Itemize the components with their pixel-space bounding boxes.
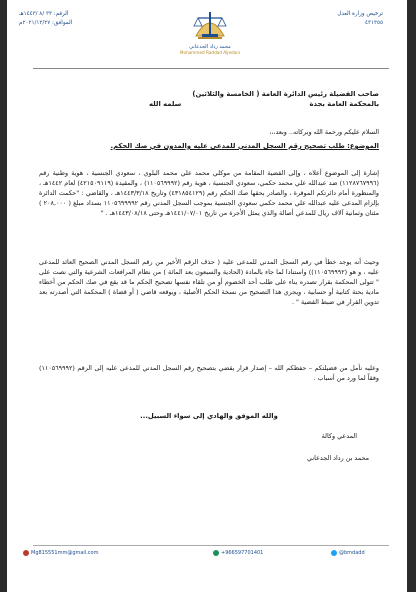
paragraph-case-details: إشارة إلى الموضوع أعلاه ، وإلى القضية المقامة من موكلي محمد علي محمد البلوي ، سعودي الجنسية ، هوية وطنية رقم (١١٢٨٧٦٧٩٩٦) ضد عبدالله علي محمد حكمي، سعودي الجنسية ، هوية رقم (١١٠٥٦٩٩٩٢) ، والمقيدة (٤٢١٥٠٩١١٩) لعام ١٤٤٢هـ ، والمنظورة أمام دائرتكم الموقرة ، والصادر بحقها صك الحكم رقم (٤٣١٨٥٤١٢٩) وتاريخ ١٤٤٣/٣/١٨هـ ، والقاضي : "حكمت الدائرة بإلزام المدعى عليه عبدالله علي محمد حكمي سعودي الجنسية بموجب السجل المدني رقم ١١٠٥٦٩٩٩٩٢ بسداد مبلغ ( ٢٠٨,٠٠٠ ) مئتان وثمانية آلاف ريال للمدعي أصالة والذي يمثل الأجرة من تاريخ ١٤٤١/٠٧/٠١هـ وحتى ١٤٤٣/٠٨/١٨هـ . " bbox=[39, 169, 379, 217]
scales-of-justice-icon bbox=[188, 6, 232, 44]
footer-handle-text: @bmdadd bbox=[339, 550, 365, 556]
reference-number: الرقم: ٣٣ /٨ /١٤٤٣هـ bbox=[19, 11, 69, 17]
court-name: بالمحكمة العامة بجدة bbox=[309, 100, 379, 108]
footer-email-text: Mg815551mm@gmail.com bbox=[31, 550, 99, 556]
header-divider bbox=[33, 68, 389, 69]
paragraph-request: وعليه نأمل من فضيلتكم – حفظكم الله – إصدار قرار يقضي بتصحيح رقم السجل المدني للمدعى عليه إلى الرقم (١١٠٥٦٩٩٩٢) وفقاً لما ورد من أسباب . bbox=[39, 364, 379, 382]
footer-phone[interactable] bbox=[213, 550, 263, 556]
signatory-name: محمد بن رداد الجدعاني bbox=[307, 454, 369, 462]
window-frame-right bbox=[407, 0, 416, 592]
letter-page bbox=[13, 0, 405, 592]
window-frame-left bbox=[0, 0, 7, 592]
license-label: ترخيص وزارة العدل bbox=[337, 11, 383, 17]
court-line bbox=[39, 99, 379, 109]
signatory-title: المدعي وكالة bbox=[321, 432, 357, 440]
footer-social[interactable] bbox=[331, 550, 365, 556]
license-number: ٤٣١٣٥٥ bbox=[364, 20, 383, 26]
addressee: صاحب الفضيلة رئيس الدائرة العامة ( الخامسة والثلاثين) bbox=[192, 90, 379, 98]
subject-line bbox=[39, 141, 379, 151]
reference-date: الموافق: ٢٠٢١/١٢/٢٧م bbox=[19, 20, 73, 26]
reference-block bbox=[19, 10, 119, 28]
paragraph-error-statement: وحيث أنه يوجد خطأ في رقم السجل المدني للمدعى عليه ( حذف الرقم الأخير من رقم السجل المدني الصحيح العائد للمدعى عليه ، و هو (١١٠٥٦٩٩٩٢)) واستنادا لما جاء بالمادة (الحادية والسبعون بعد المائة ) من نظام المرافعات الشرعية والتي نصت على " تتولى المحكمة بقرار تصدره بناء على طلب أحد الخصوم أو من تلقاء نفسها تصحيح الحكم ما قد يقع في صك الحكم من أخطاء مادية بحتة كتابية أو حسابية ، ويجري هذا التصحيح من نسخة الحكم الأصلية ، ويوقعه قاضي ( أو قضاة ) المحكمة التي أصدرته بعد تدوين القرار في ضبط القضية " . bbox=[39, 258, 379, 306]
greeting: السلام عليكم ورحمة الله وبركاته.. وبعد،،، bbox=[269, 128, 379, 136]
license-block bbox=[293, 10, 383, 28]
email-icon bbox=[23, 550, 29, 556]
footer-phone-text: +966597701401 bbox=[221, 550, 264, 556]
logo-english-name: Mohammed Raddad Aljedani bbox=[179, 50, 241, 55]
subject-text: طلب تصحيح رقم السجل المدني للمدعى عليه والمدون في صك الحكم. bbox=[110, 142, 348, 150]
footer-divider bbox=[33, 545, 389, 546]
closing-line: والله الموفق والهادي إلى سواء السبيل... bbox=[140, 412, 278, 420]
footer-email[interactable] bbox=[23, 550, 98, 556]
twitter-icon bbox=[331, 550, 337, 556]
logo-arabic-name: محمد رداد الجدعاني bbox=[189, 44, 231, 50]
firm-logo bbox=[171, 6, 249, 64]
salutation: سلمه الله bbox=[149, 100, 182, 108]
whatsapp-icon bbox=[213, 550, 219, 556]
subject-label: الموضوع: bbox=[347, 142, 379, 150]
